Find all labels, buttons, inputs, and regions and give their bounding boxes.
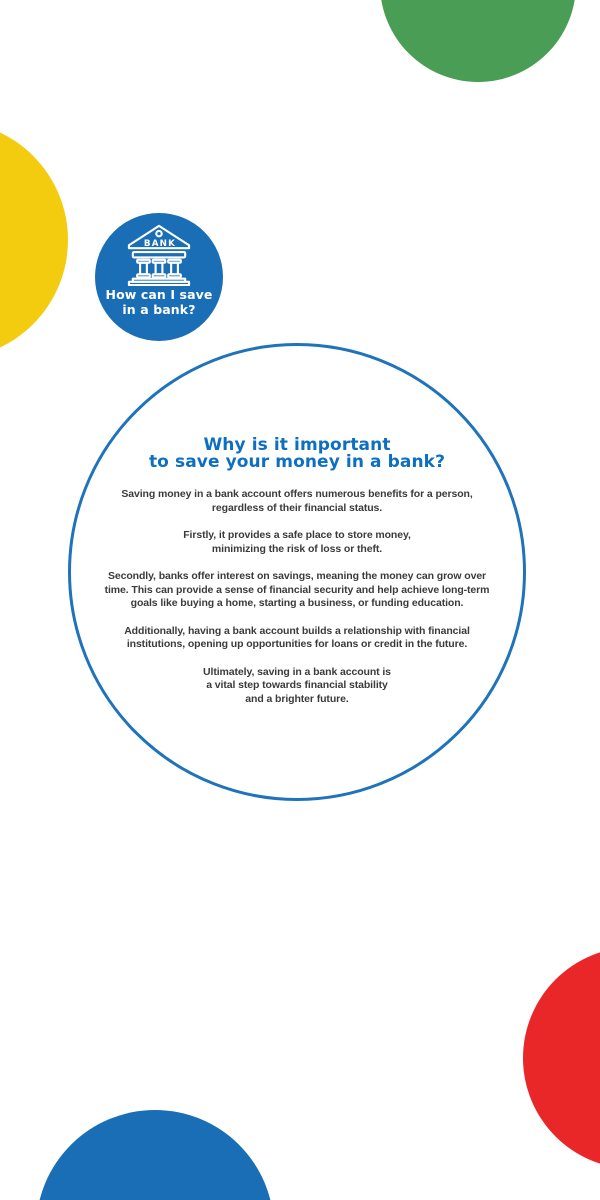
poster-title-line2: to save your money in a bank? [148, 452, 446, 472]
badge-question-line1: How can I save [105, 287, 213, 302]
poster-title-line1: Why is it important [203, 435, 391, 455]
paragraph-ultimately: Ultimately, saving in a bank account is a vital step towards financial stability and a brighter future. [203, 665, 391, 705]
decor-circle-blue-bottom [36, 1110, 274, 1200]
decor-circle-red [523, 947, 600, 1169]
paragraph-secondly: Secondly, banks offer interest on savings, meaning the money can grow over time. This can provide a sense of financial security and help achieve long-term goals like buying a home, starting a business, or funding education. [104, 570, 490, 609]
badge-question [95, 288, 223, 317]
decor-circle-yellow [0, 121, 68, 359]
poster-body [71, 488, 523, 706]
bank-icon [124, 222, 194, 286]
main-content-circle [68, 343, 526, 801]
paragraph-additionally: Additionally, having a bank account builds a relationship with financial institutions, opening up opportunities for loans or credit in the future. [124, 624, 470, 650]
paragraph-firstly: Firstly, it provides a safe place to store money, minimizing the risk of loss or theft. [183, 529, 411, 555]
paragraph-intro: Saving money in a bank account offers numerous benefits for a person, regardless of their financial status. [121, 488, 473, 514]
decor-circle-green [380, 0, 576, 82]
poster-title [71, 437, 523, 471]
bank-icon-label: BANK [143, 239, 177, 250]
badge-question-line2: in a bank? [122, 301, 196, 317]
bank-question-badge [95, 213, 223, 341]
